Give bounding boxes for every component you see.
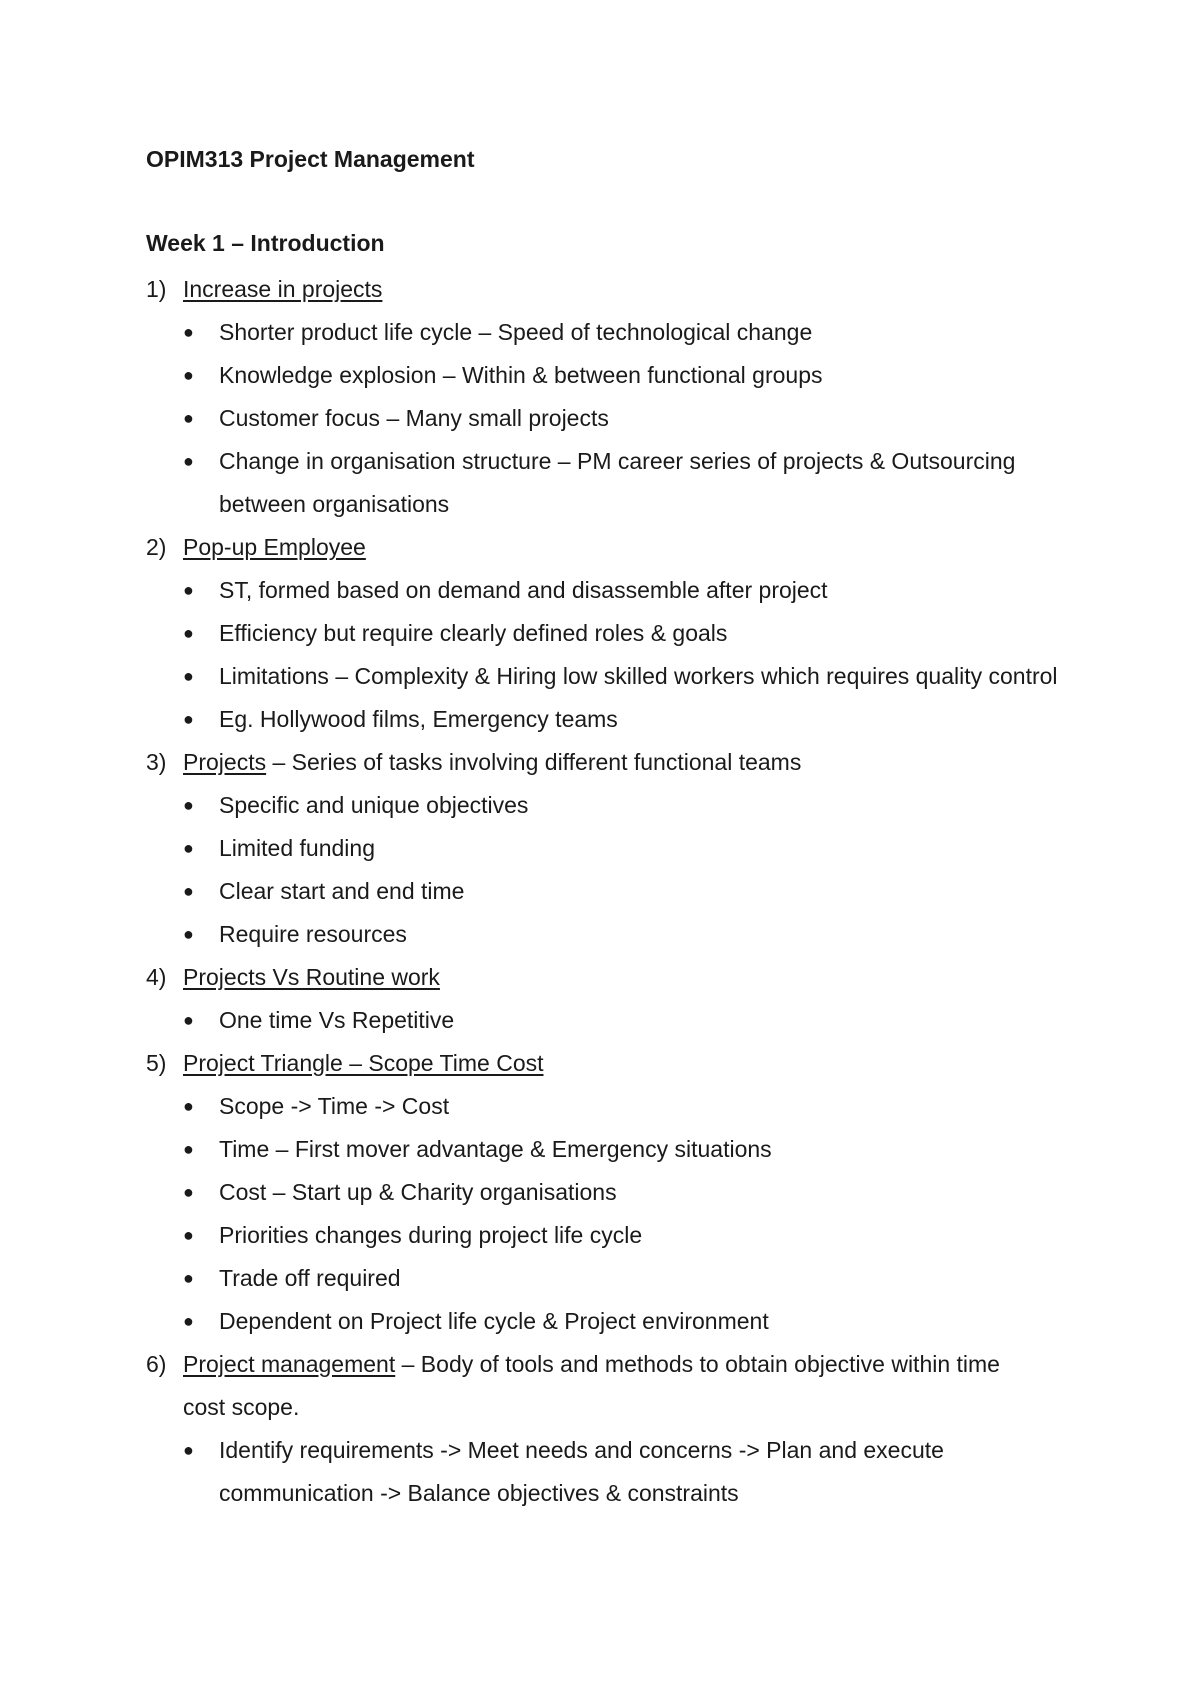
- numbered-section: [146, 1042, 1076, 1085]
- week-heading: Week 1 – Introduction: [146, 230, 385, 256]
- section-heading: Projects Vs Routine work: [183, 964, 440, 990]
- bullet-item: [146, 1171, 1076, 1214]
- bullet-icon: ●: [183, 1010, 194, 1030]
- bullet-icon: ●: [183, 451, 194, 471]
- section-heading-line: [183, 1343, 1076, 1386]
- bullet-text: Identify requirements -> Meet needs and concerns -> Plan and execute communication -> Balance objectives & constraints: [219, 1437, 944, 1506]
- bullet-text: ST, formed based on demand and disassemble after project: [219, 577, 828, 603]
- section-number: 2): [146, 534, 167, 560]
- bullet-item: [146, 1214, 1076, 1257]
- section-heading: Pop-up Employee: [183, 534, 366, 560]
- bullet-text: Limitations – Complexity & Hiring low skilled workers which requires quality control: [219, 663, 1058, 689]
- bullet-item: [146, 1128, 1076, 1171]
- section-heading-continuation: cost scope.: [183, 1394, 300, 1420]
- notes-content: [146, 268, 1076, 1515]
- bullet-text: Clear start and end time: [219, 878, 465, 904]
- bullet-item: [146, 999, 1076, 1042]
- bullet-text: Priorities changes during project life cycle: [219, 1222, 643, 1248]
- bullet-icon: ●: [183, 365, 194, 385]
- section-heading: Project management: [183, 1351, 396, 1377]
- bullet-item: [146, 569, 1076, 612]
- numbered-section: [146, 1343, 1076, 1429]
- section-heading-line: [183, 956, 1076, 999]
- section-heading: Increase in projects: [183, 276, 383, 302]
- bullet-icon: ●: [183, 408, 194, 428]
- bullet-text: Change in organisation structure – PM career series of projects & Outsourcing between organisations: [219, 448, 1016, 517]
- section-number: 4): [146, 964, 167, 990]
- bullet-text: One time Vs Repetitive: [219, 1007, 455, 1033]
- bullet-icon: ●: [183, 1096, 194, 1116]
- section-heading-description: – Body of tools and methods to obtain objective within time: [395, 1351, 1000, 1377]
- bullet-text: Time – First mover advantage & Emergency situations: [219, 1136, 772, 1162]
- bullet-item: [146, 698, 1076, 741]
- bullet-text: Cost – Start up & Charity organisations: [219, 1179, 617, 1205]
- bullet-list: [146, 1429, 1076, 1515]
- bullet-icon: ●: [183, 1139, 194, 1159]
- bullet-item: [146, 397, 1076, 440]
- bullet-icon: ●: [183, 1268, 194, 1288]
- bullet-item: [146, 913, 1076, 956]
- numbered-section: [146, 268, 1076, 311]
- bullet-item: [146, 870, 1076, 913]
- section-heading-line: [183, 268, 1076, 311]
- numbered-section: [146, 956, 1076, 999]
- bullet-icon: ●: [183, 623, 194, 643]
- bullet-text: Customer focus – Many small projects: [219, 405, 609, 431]
- bullet-item: [146, 655, 1076, 698]
- bullet-item: [146, 827, 1076, 870]
- bullet-text: Shorter product life cycle – Speed of technological change: [219, 319, 813, 345]
- bullet-icon: ●: [183, 924, 194, 944]
- bullet-list: [146, 569, 1076, 741]
- bullet-text: Eg. Hollywood films, Emergency teams: [219, 706, 618, 732]
- bullet-icon: ●: [183, 1311, 194, 1331]
- section-number: 3): [146, 749, 167, 775]
- bullet-item: [146, 354, 1076, 397]
- document-title: OPIM313 Project Management: [146, 146, 475, 172]
- numbered-section: [146, 526, 1076, 569]
- bullet-list: [146, 999, 1076, 1042]
- bullet-icon: ●: [183, 580, 194, 600]
- bullet-text: Scope -> Time -> Cost: [219, 1093, 450, 1119]
- bullet-text: Dependent on Project life cycle & Project environment: [219, 1308, 769, 1334]
- bullet-text: Limited funding: [219, 835, 375, 861]
- bullet-icon: ●: [183, 1440, 194, 1460]
- section-heading-line: [183, 526, 1076, 569]
- bullet-item: [146, 1085, 1076, 1128]
- bullet-item: [146, 1429, 1076, 1515]
- bullet-icon: ●: [183, 881, 194, 901]
- bullet-text: Require resources: [219, 921, 407, 947]
- section-heading: Project Triangle – Scope Time Cost: [183, 1050, 544, 1076]
- section-heading-line: [183, 1042, 1076, 1085]
- bullet-item: [146, 1257, 1076, 1300]
- bullet-icon: ●: [183, 709, 194, 729]
- bullet-list: [146, 784, 1076, 956]
- section-heading-description: – Series of tasks involving different functional teams: [266, 749, 802, 775]
- bullet-item: [146, 1300, 1076, 1343]
- section-number: 1): [146, 276, 167, 302]
- bullet-item: [146, 311, 1076, 354]
- section-heading-line: [183, 741, 1076, 784]
- bullet-text: Trade off required: [219, 1265, 401, 1291]
- bullet-icon: ●: [183, 1225, 194, 1245]
- section-number: 5): [146, 1050, 167, 1076]
- bullet-icon: ●: [183, 1182, 194, 1202]
- bullet-item: [146, 784, 1076, 827]
- bullet-text: Efficiency but require clearly defined roles & goals: [219, 620, 728, 646]
- bullet-icon: ●: [183, 795, 194, 815]
- bullet-text: Specific and unique objectives: [219, 792, 529, 818]
- bullet-icon: ●: [183, 838, 194, 858]
- section-number: 6): [146, 1351, 167, 1377]
- numbered-section: [146, 741, 1076, 784]
- bullet-item: [146, 612, 1076, 655]
- bullet-icon: ●: [183, 666, 194, 686]
- bullet-list: [146, 1085, 1076, 1343]
- bullet-text: Knowledge explosion – Within & between functional groups: [219, 362, 823, 388]
- bullet-list: [146, 311, 1076, 526]
- bullet-item: [146, 440, 1076, 526]
- bullet-icon: ●: [183, 322, 194, 342]
- section-heading: Projects: [183, 749, 267, 775]
